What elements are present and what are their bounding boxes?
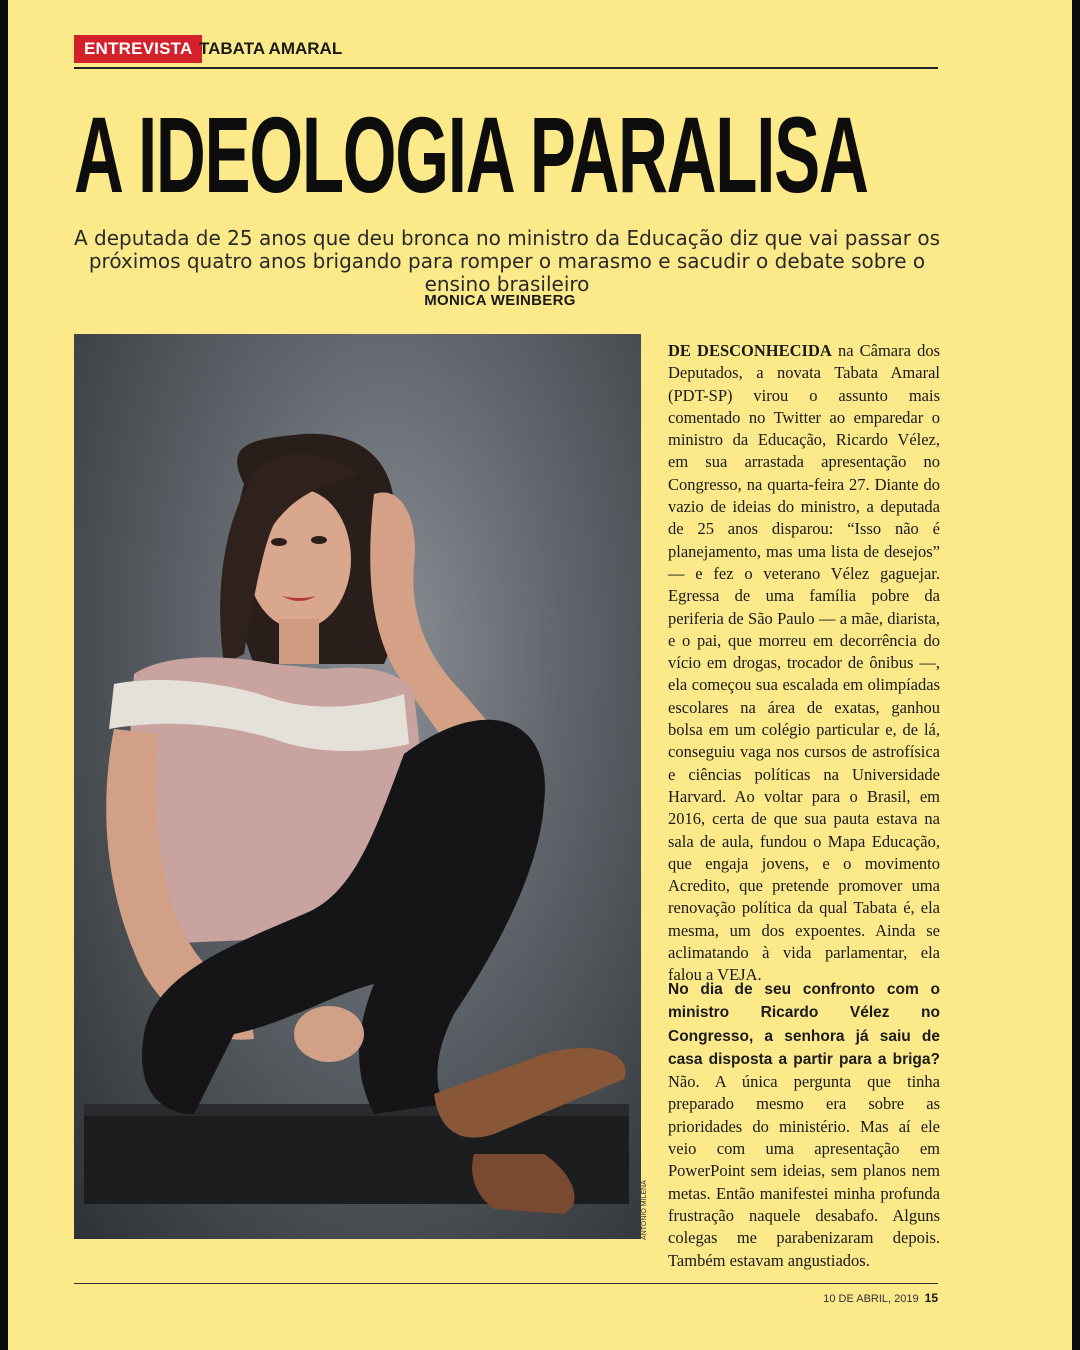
intro-paragraph xyxy=(668,340,940,987)
intro-lead: DE DESCONHECIDA xyxy=(668,341,832,360)
intro-text: na Câmara dos Deputados, a novata Tabata Amaral (PDT-SP) virou o assunto mais comentado no Twitter ao emparedar o ministro da Educação, Ricardo Vélez, em sua arrastada apresentação no Congresso, na quarta-feira 27. Diante do vazio de ideias do ministro, a deputada de 25 anos disparou: “Isso não é planejamento, mas uma lista de desejos” — e fez o veterano Vélez gaguejar. Egressa de uma família pobre da periferia de São Paulo — a mãe, diarista, e o pai, que morreu em decorrência do vício em drogas, trocador de ônibus —, ela começou sua escalada em olimpíadas escolares na área de exatas, ganhou bolsa em um colégio particular e, de lá, conseguiu vaga nos cursos de astrofísica e ciências políticas na Universidade Harvard. Ao voltar para o Brasil, em 2016, certa de que sua pauta estava na sala de aula, fundou o Mapa Educação, que engaja jovens, e o movimento Acredito, que pretende promover uma renovação política da qual Tabata é, ela mesma, um dos expoentes. Ainda se aclimatando à vida parlamentar, ela falou a VEJA. xyxy=(668,341,940,985)
headline: A IDEOLOGIA PARALISA xyxy=(74,94,868,215)
answer-1: Não. A única pergunta que tinha preparado mesmo era sobre as prioridades do ministério. Mas aí ele veio com uma apresentação em PowerPoint sem ideias, sem planos nem metas. Então manifestei minha profunda frustração naquele desabafo. Alguns colegas me parabenizaram depois. Também estavam angustiados. xyxy=(668,1072,940,1270)
byline: MONICA WEINBERG xyxy=(424,292,576,309)
interview-subject: TABATA AMARAL xyxy=(199,39,343,58)
header-rule xyxy=(74,67,938,69)
photo-credit: ANTONIO MILENA xyxy=(641,1180,648,1240)
qa-paragraph xyxy=(668,978,940,1272)
page-edge-left xyxy=(0,0,8,1350)
page-number: 15 xyxy=(924,1291,938,1305)
page-edge-right xyxy=(1072,0,1080,1350)
footer-rule xyxy=(74,1283,938,1284)
folio xyxy=(700,1291,938,1305)
section-kicker: ENTREVISTA xyxy=(74,35,202,63)
portrait-photo xyxy=(74,334,641,1239)
portrait-illustration xyxy=(74,334,641,1239)
issue-date: 10 DE ABRIL, 2019 xyxy=(823,1293,919,1305)
question-1: No dia de seu confronto com o ministro Ricardo Vélez no Congresso, a senhora já saiu de casa disposta a partir para a briga? xyxy=(668,981,940,1068)
section-header xyxy=(74,35,938,69)
dek: A deputada de 25 anos que deu bronca no ministro da Educação diz que vai passar os próximos quatro anos brigando para romper o marasmo e sacudir o debate sobre o ensino brasileiro xyxy=(73,226,940,296)
